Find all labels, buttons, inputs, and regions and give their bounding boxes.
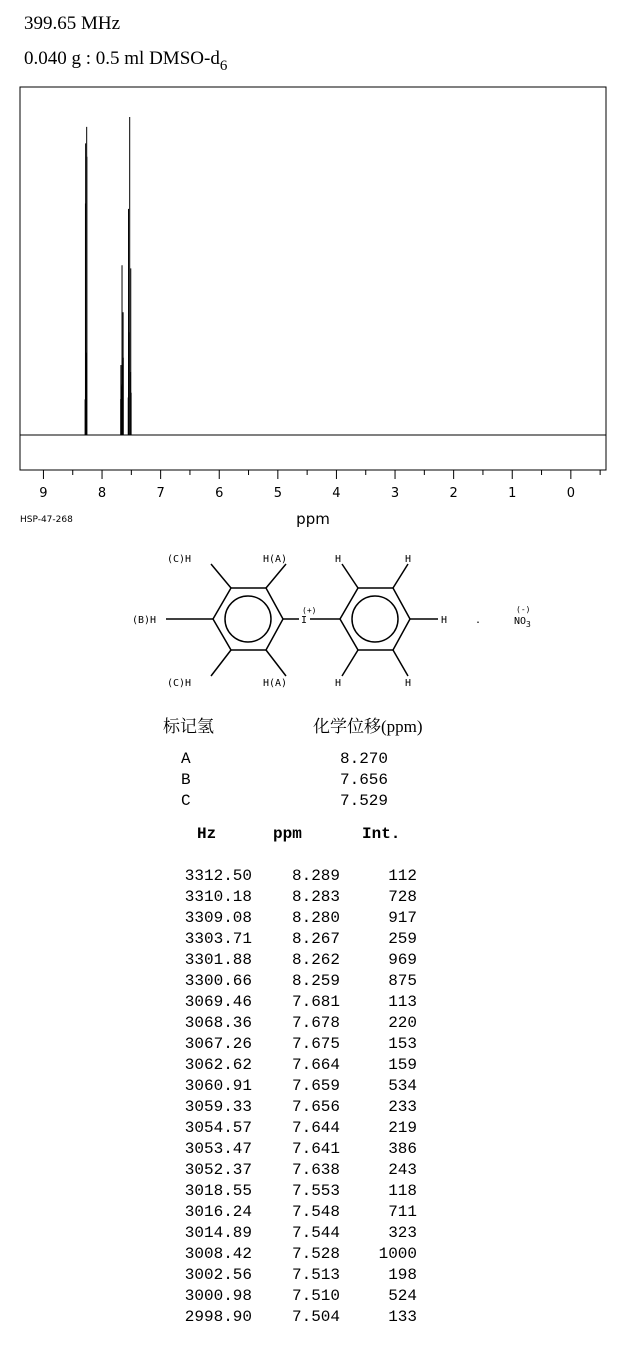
peak-hz: 3052.37 bbox=[184, 1161, 252, 1179]
peak-hz: 3054.57 bbox=[184, 1119, 252, 1137]
nitrate-subscript: 3 bbox=[526, 620, 531, 629]
bond bbox=[393, 650, 408, 676]
sample-subscript: 6 bbox=[219, 58, 228, 74]
peak-hz: 3008.42 bbox=[184, 1245, 252, 1263]
assignment-header-label: 标记氢 bbox=[163, 717, 214, 736]
peak-hz: 3312.50 bbox=[184, 867, 252, 885]
spectrum-code: HSP-47-268 bbox=[20, 515, 73, 525]
assignment-label: B bbox=[181, 771, 191, 789]
peak-ppm: 7.638 bbox=[291, 1161, 340, 1179]
peak-ppm: 7.659 bbox=[291, 1077, 340, 1095]
h-right-top-right: H bbox=[405, 554, 412, 565]
peak-hz: 3000.98 bbox=[184, 1287, 252, 1305]
peak-int: 118 bbox=[388, 1182, 417, 1200]
peak-int: 133 bbox=[388, 1308, 417, 1326]
peak-int: 159 bbox=[388, 1056, 417, 1074]
h-right-top-left: H bbox=[335, 554, 342, 565]
x-tick-label: 3 bbox=[390, 486, 400, 501]
x-tick-label: 5 bbox=[273, 486, 282, 501]
peak-table-header-hz: Hz bbox=[197, 825, 217, 843]
plot-frame bbox=[20, 87, 606, 470]
peak-hz: 2998.90 bbox=[184, 1308, 252, 1326]
peak-int: 524 bbox=[388, 1287, 417, 1305]
assignment-shift: 8.270 bbox=[340, 750, 389, 768]
chemical-structure bbox=[120, 545, 540, 700]
x-tick-label: 1 bbox=[508, 486, 517, 501]
peak-hz: 3301.88 bbox=[184, 951, 252, 969]
peak-ppm: 8.267 bbox=[291, 930, 340, 948]
peak-ppm: 7.553 bbox=[291, 1182, 340, 1200]
peak-int: 323 bbox=[388, 1224, 417, 1242]
peak-hz: 3060.91 bbox=[184, 1077, 252, 1095]
assignment-header-shift: 化学位移(ppm) bbox=[313, 717, 423, 736]
label-h-a-bottom: H(A) bbox=[263, 678, 288, 689]
right-ring-aromatic-circle bbox=[352, 596, 398, 642]
peak-hz: 3067.26 bbox=[184, 1035, 252, 1053]
nmr-spectrum-chart bbox=[0, 80, 626, 535]
bond bbox=[211, 650, 231, 676]
bond bbox=[342, 650, 358, 676]
peak-hz: 3059.33 bbox=[184, 1098, 252, 1116]
peak-hz: 3062.62 bbox=[184, 1056, 252, 1074]
peak-int: 728 bbox=[388, 888, 417, 906]
label-c-h-bottom: (C)H bbox=[167, 678, 192, 689]
bond bbox=[342, 564, 358, 588]
peak-ppm: 7.675 bbox=[291, 1035, 340, 1053]
iodine-atom: I bbox=[301, 615, 308, 626]
peak-ppm: 8.280 bbox=[291, 909, 340, 927]
peak-hz: 3002.56 bbox=[184, 1266, 252, 1284]
peak-ppm: 7.504 bbox=[291, 1308, 340, 1326]
peak-ppm: 7.544 bbox=[291, 1224, 340, 1242]
assignment-shift: 7.529 bbox=[340, 792, 389, 810]
peak-int: 113 bbox=[388, 993, 417, 1011]
nitrate-charge: (-) bbox=[516, 605, 531, 614]
x-tick-label: 7 bbox=[156, 486, 165, 501]
peak-hz: 3053.47 bbox=[184, 1140, 252, 1158]
peak-ppm: 7.510 bbox=[291, 1287, 340, 1305]
separator-dot: . bbox=[475, 615, 482, 626]
peak-ppm: 7.678 bbox=[291, 1014, 340, 1032]
nitrate-formula: NO bbox=[514, 616, 527, 627]
peak-int: 112 bbox=[388, 867, 417, 885]
peak-ppm: 8.289 bbox=[291, 867, 340, 885]
peak-int: 219 bbox=[388, 1119, 417, 1137]
peak-hz: 3016.24 bbox=[184, 1203, 252, 1221]
peak-ppm: 7.641 bbox=[291, 1140, 340, 1158]
peak-int: 220 bbox=[388, 1014, 417, 1032]
assignment-shift: 7.656 bbox=[340, 771, 389, 789]
peak-int: 153 bbox=[388, 1035, 417, 1053]
peak-ppm: 8.283 bbox=[291, 888, 340, 906]
peak-ppm: 7.681 bbox=[291, 993, 340, 1011]
peak-int: 969 bbox=[388, 951, 417, 969]
peak-hz: 3300.66 bbox=[184, 972, 252, 990]
h-right-para: H bbox=[441, 615, 448, 626]
peak-ppm: 7.513 bbox=[291, 1266, 340, 1284]
peak-ppm: 7.656 bbox=[291, 1098, 340, 1116]
sample-text: 0.040 g : 0.5 ml DMSO-d bbox=[24, 48, 220, 69]
spectrum-peaks bbox=[85, 117, 131, 435]
left-ring-aromatic-circle bbox=[225, 596, 271, 642]
peak-ppm: 7.528 bbox=[291, 1245, 340, 1263]
peak-hz: 3069.46 bbox=[184, 993, 252, 1011]
h-right-bottom-left: H bbox=[335, 678, 342, 689]
label-h-a-top: H(A) bbox=[263, 554, 288, 565]
peak-hz: 3303.71 bbox=[184, 930, 252, 948]
x-tick-label: 0 bbox=[566, 486, 575, 501]
x-tick-label: 9 bbox=[39, 486, 48, 501]
peak-hz: 3068.36 bbox=[184, 1014, 252, 1032]
assignment-label: C bbox=[181, 792, 191, 810]
peak-int: 711 bbox=[388, 1203, 417, 1221]
peak-hz: 3014.89 bbox=[184, 1224, 252, 1242]
left-benzene-ring bbox=[213, 588, 283, 650]
bond bbox=[266, 564, 286, 588]
iodine-charge: (+) bbox=[302, 606, 317, 615]
peak-int: 534 bbox=[388, 1077, 417, 1095]
peak-int: 875 bbox=[388, 972, 417, 990]
sample-description bbox=[24, 48, 227, 75]
x-tick-label: 4 bbox=[332, 486, 341, 501]
assignment-label: A bbox=[181, 750, 191, 768]
peak-hz: 3310.18 bbox=[184, 888, 252, 906]
label-c-h-top: (C)H bbox=[167, 554, 192, 565]
peak-int: 243 bbox=[388, 1161, 417, 1179]
h-right-bottom-right: H bbox=[405, 678, 412, 689]
x-axis-tick-labels bbox=[39, 486, 575, 501]
peak-int: 259 bbox=[388, 930, 417, 948]
peak-table-header-int: Int. bbox=[362, 825, 401, 843]
x-axis-label: ppm bbox=[296, 510, 330, 528]
peak-ppm: 7.664 bbox=[291, 1056, 340, 1074]
peak-int: 1000 bbox=[378, 1245, 417, 1263]
bond bbox=[266, 650, 286, 676]
peak-ppm: 8.262 bbox=[291, 951, 340, 969]
right-benzene-ring bbox=[340, 588, 410, 650]
peak-int: 233 bbox=[388, 1098, 417, 1116]
nitrate-ion bbox=[514, 616, 531, 629]
peak-ppm: 7.548 bbox=[291, 1203, 340, 1221]
peak-hz: 3018.55 bbox=[184, 1182, 252, 1200]
bond bbox=[211, 564, 231, 588]
peak-int: 917 bbox=[388, 909, 417, 927]
x-tick-label: 6 bbox=[215, 486, 224, 501]
peak-table-header-ppm: ppm bbox=[273, 825, 302, 843]
x-tick-label: 2 bbox=[449, 486, 458, 501]
x-axis-ticks bbox=[43, 470, 600, 479]
label-b-h: (B)H bbox=[132, 615, 157, 626]
peak-int: 198 bbox=[388, 1266, 417, 1284]
x-tick-label: 8 bbox=[97, 486, 107, 501]
peak-int: 386 bbox=[388, 1140, 417, 1158]
peak-hz: 3309.08 bbox=[184, 909, 252, 927]
bond bbox=[393, 564, 408, 588]
peak-ppm: 7.644 bbox=[291, 1119, 340, 1137]
peak-ppm: 8.259 bbox=[291, 972, 340, 990]
spectrometer-frequency: 399.65 MHz bbox=[24, 13, 121, 34]
